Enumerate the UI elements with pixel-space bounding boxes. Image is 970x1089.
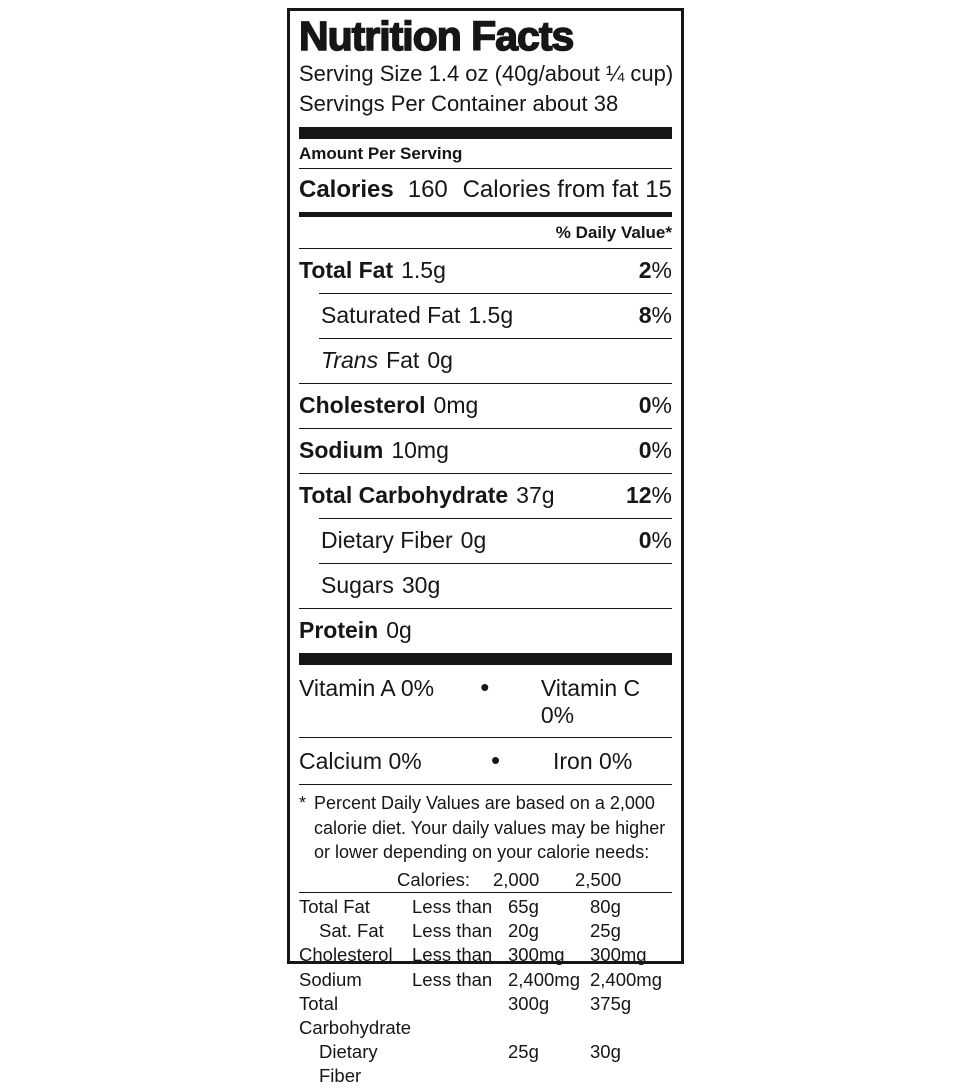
ref-value-2000: 300mg (508, 944, 565, 966)
ref-value-2500: 300mg (590, 944, 647, 966)
footnote-text (314, 791, 665, 865)
ref-name: Total Fat (299, 896, 370, 917)
nutrient-amount: 1.5g (468, 302, 514, 328)
nutrient-name: Fat (386, 347, 420, 373)
ref-name: Cholesterol (299, 944, 393, 966)
vitamin-a: Vitamin A 0% (299, 675, 435, 701)
nutrient-row-dietary-fiber (299, 519, 672, 563)
ref-value-2500: 2,400mg (590, 968, 662, 990)
bullet-separator-icon: • (491, 745, 501, 775)
nutrient-daily-value: 0% (638, 527, 672, 553)
nutrient-row-protein (299, 609, 672, 653)
nutrient-row-sugars (299, 564, 672, 608)
nutrient-amount: 10mg (391, 437, 449, 463)
footnote-calories-label: Calories: (397, 868, 470, 890)
daily-reference-table (299, 893, 672, 1089)
nutrient-amount: 30g (401, 572, 441, 598)
nutrient-daily-value: 0% (638, 392, 672, 418)
servings-per-container: Servings Per Container about 38 (299, 91, 619, 116)
iron: Iron 0% (553, 748, 633, 774)
ref-value-2500: 375g (590, 992, 632, 1014)
vitamin-row-a-c (299, 665, 672, 737)
ref-value-2000: 65g (508, 896, 539, 917)
nutrient-name: Cholesterol (299, 392, 426, 418)
footnote-line-2: calorie diet. Your daily values may be higher (314, 817, 666, 838)
ref-name: Dietary Fiber (319, 1041, 378, 1087)
nutrient-row-trans-fat (299, 339, 672, 383)
footnote-line-1: Percent Daily Values are based on a 2,000 (314, 793, 655, 813)
nutrient-amount: 0g (460, 527, 487, 553)
nutrient-row-cholesterol (299, 384, 672, 428)
nutrient-amount: 0mg (433, 392, 479, 418)
nutrition-facts-label (287, 8, 684, 1087)
nutrient-daily-value: 12% (625, 482, 672, 508)
ref-value-2000: 25g (508, 1041, 539, 1063)
ref-condition: Less than (412, 896, 493, 917)
table-row (299, 895, 672, 919)
daily-value-header: % Daily Value* (555, 223, 672, 242)
nutrient-daily-value: 2% (638, 257, 672, 283)
thick-divider-bottom (299, 653, 672, 665)
calories-label: Calories (299, 176, 394, 203)
footnote (299, 785, 672, 868)
footnote-line-3: or lower depending on your calorie needs: (314, 842, 650, 862)
amount-per-serving-heading: Amount Per Serving (299, 144, 463, 163)
nutrient-row-saturated-fat (299, 294, 672, 338)
vitamin-row-calcium-iron (299, 738, 672, 784)
nutrient-amount: 0g (386, 617, 412, 643)
ref-condition (412, 992, 508, 1040)
table-row (299, 968, 672, 992)
nutrient-name: Total Carbohydrate (299, 482, 509, 508)
footnote-col-2000: 2,000 (493, 868, 540, 890)
bullet-separator-icon: • (480, 672, 490, 702)
footnote-calories-columns (299, 868, 672, 893)
ref-value-2500: 80g (590, 896, 621, 917)
ref-value-2500: 30g (590, 1041, 621, 1063)
nutrient-daily-value: 8% (638, 302, 672, 328)
table-row (299, 943, 672, 967)
nutrient-row-total-fat (299, 249, 672, 293)
calcium: Calcium 0% (299, 748, 422, 774)
vitamin-c: Vitamin C 0% (540, 675, 641, 728)
nutrient-row-sodium (299, 429, 672, 473)
calories-row (299, 169, 672, 212)
nutrient-amount: 37g (516, 482, 555, 508)
ref-condition: Less than (412, 944, 493, 966)
nutrient-name: Sodium (299, 437, 384, 463)
nutrient-name: Dietary Fiber (321, 527, 453, 553)
nutrient-daily-value: 0% (638, 437, 672, 463)
nutrient-amount: 0g (427, 347, 453, 373)
nutrient-name: Total Fat (299, 257, 394, 283)
ref-name: Sat. Fat (319, 920, 384, 942)
table-row (299, 1040, 672, 1088)
footnote-asterisk: * (299, 793, 307, 813)
serving-size: Serving Size 1.4 oz (40g/about ¼ cup) (299, 61, 674, 86)
ref-value-2000: 20g (508, 920, 539, 942)
ref-name: Total Carbohydrate (299, 992, 412, 1039)
thick-divider-top (299, 127, 672, 139)
ref-value-2500: 25g (590, 920, 621, 942)
nutrient-name: Protein (299, 617, 379, 643)
ref-value-2000: 300g (508, 992, 550, 1014)
ref-condition: Less than (412, 968, 493, 990)
ref-name: Sodium (299, 968, 362, 990)
calories-from-fat: Calories from fat 15 (462, 176, 672, 203)
nutrient-name: Saturated Fat (321, 302, 461, 328)
calories-value: 160 (407, 176, 448, 203)
ref-value-2000: 2,400mg (508, 968, 580, 990)
nutrient-name: Sugars (321, 572, 394, 598)
ref-condition: Less than (412, 920, 493, 942)
footnote-col-2500: 2,500 (575, 868, 622, 890)
label-title: Nutrition Facts (299, 13, 574, 59)
table-row (299, 919, 672, 943)
ref-condition (412, 1040, 508, 1088)
table-row (299, 992, 672, 1040)
nutrient-amount: 1.5g (401, 257, 446, 283)
nutrient-row-total-carbohydrate (299, 474, 672, 518)
nutrient-name-italic: Trans (321, 347, 379, 373)
